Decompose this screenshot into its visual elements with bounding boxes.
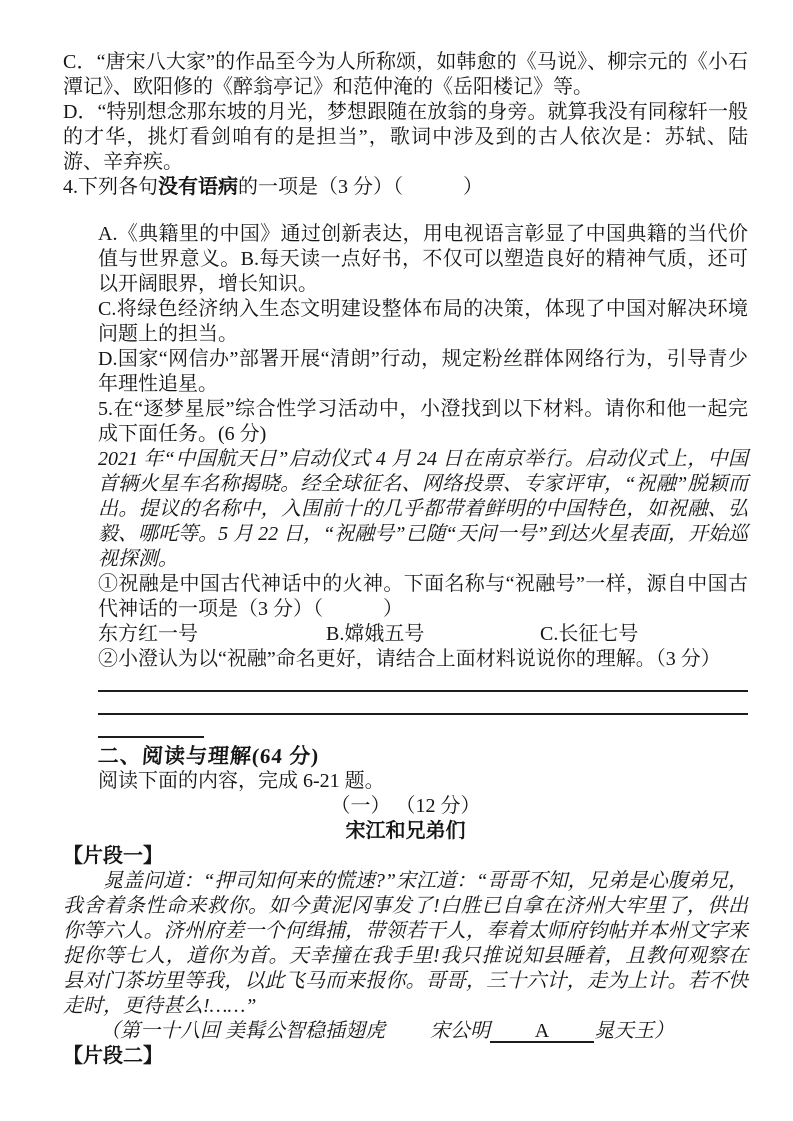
part-one-label: （一） （12 分）: [330, 795, 481, 817]
q4-bold-phrase: 没有语病: [158, 176, 238, 198]
fill-in-blank-A: [490, 1021, 594, 1043]
q4-prefix: 4.下列各句: [63, 176, 158, 198]
answer-line-1: [98, 690, 748, 692]
question-4-stem: [63, 175, 748, 200]
q4-suffix: 的一项是（3 分）（ ）: [238, 176, 483, 198]
answer-line-3-short: [98, 736, 204, 738]
fill-in-blank-A-label: A: [534, 1020, 550, 1042]
section-2-heading-text: 二、阅读与理解(64 分): [97, 744, 321, 768]
source-line-prefix: （第一十八回 美髯公智稳插翅虎 宋公明: [100, 1020, 490, 1042]
q5-sub-question-1: ①祝融是中国古代神话中的火神。下面名称与“祝融号”一样，源自中国古代神话的一项是（3 分）（ ）: [98, 573, 748, 620]
section-2-heading: [98, 744, 748, 769]
q5-option-a: 东方红一号: [98, 623, 198, 645]
source-line-suffix: 晁天王）: [594, 1020, 674, 1042]
answer-line-2: [98, 713, 748, 715]
q4-options-ab: A.《典籍里的中国》通过创新表达，用电视语言彰显了中国典籍的当代价值与世界意义。B.每天读一点好书，不仅可以塑造良好的精神气质，还可以开阔眼界，增长知识。: [98, 223, 748, 295]
fragment-1-text: 晁盖问道：“押司知何来的慌速?”宋江道：“哥哥不知，兄弟是心腹弟兄，我舍着条性命来救你。如今黄泥冈事发了!白胜已自拿在济州大牢里了，供出你等六人。济州府差一个何缉捕，带领若干人，奉着太师府钧帖并本州文字来捉你等七人，道你为首。天幸撞在我手里!我只推说知县睡着，且教何观察在县对门茶坊里等我，以此飞马而来报你。哥哥，三十六计，走为上计。若不快走时，更待甚么!……”: [63, 870, 748, 1017]
q4-option-d: D.国家“网信办”部署开展“清朗”行动，规定粉丝群体网络行为，引导青少年理性追星。: [98, 348, 748, 395]
question3-option-c: C．“唐宋八大家”的作品至今为人所称颂，如韩愈的《马说》、柳宗元的《小石潭记》、欧阳修的《醉翁亭记》和范仲淹的《岳阳楼记》等。: [63, 51, 748, 98]
passage-title: 宋江和兄弟们: [345, 820, 466, 842]
question-5-stem: 5.在“逐梦星辰”综合性学习活动中，小澄找到以下材料。请你和他一起完成下面任务。(6 分): [98, 398, 748, 445]
section-2-intro: 阅读下面的内容，完成 6-21 题。: [98, 770, 385, 792]
q5-option-b: B.嫦娥五号: [326, 623, 425, 645]
chapter-source-line: [63, 1019, 748, 1044]
fragment-2-label: 【片段二】: [63, 1045, 163, 1067]
q5-material-paragraph: 2021 年“中国航天日”启动仪式 4 月 24 日在南京举行。启动仪式上，中国首辆火星车名称揭晓。经全球征名、网络投票、专家评审，“祝融”脱颖而出。提议的名称中，入围前十的几乎都带着鲜明的中国特色，如祝融、弘毅、哪吒等。5 月 22 日，“祝融号”已随“天问一号”到达火星表面，开始巡视探测。: [98, 448, 748, 570]
q5-option-c: C.长征七号: [540, 623, 639, 645]
q5-sub-question-2: ②小澄认为以“祝融”命名更好，请结合上面材料说说你的理解。（3 分）: [98, 648, 721, 670]
question3-option-d: D．“特别想念那东坡的月光，梦想跟随在放翁的身旁。就算我没有同稼轩一般的才华，挑灯看剑咱有的是担当”，歌词中涉及到的古人依次是：苏轼、陆游、辛弃疾。: [63, 101, 748, 173]
q5-options-row: [98, 622, 748, 647]
question-4-5-block: [98, 222, 748, 794]
q4-option-c: C.将绿色经济纳入生态文明建设整体布局的决策，体现了中国对解决环境问题上的担当。: [98, 298, 748, 345]
fragment-1-label: 【片段一】: [63, 845, 163, 867]
